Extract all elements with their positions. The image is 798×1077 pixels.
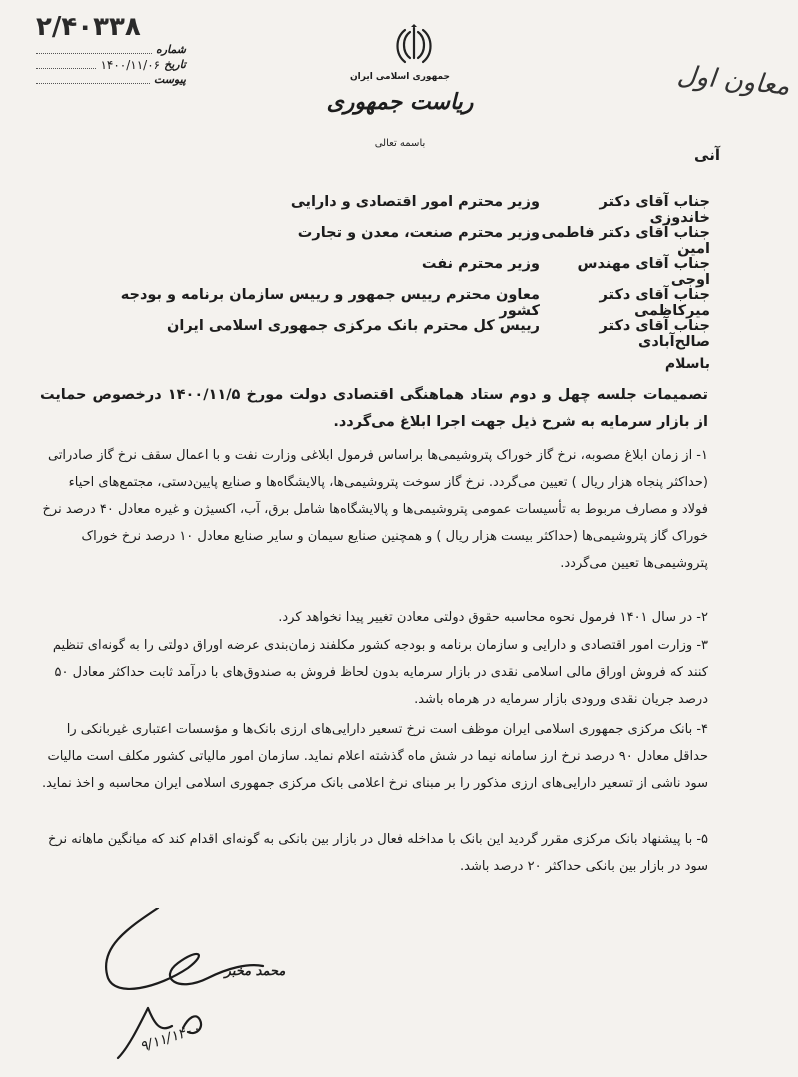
letter-meta: [36, 12, 186, 87]
addressee-name: جناب آقای دکتر صالح‌آبادی: [599, 318, 710, 350]
government-line: جمهوری اسلامی ایران: [349, 72, 451, 82]
iran-emblem-icon: [392, 24, 436, 68]
addressee-row: [90, 225, 710, 257]
attachment-row: [36, 72, 186, 87]
number-row: [36, 42, 186, 57]
addressee-row: [90, 194, 710, 226]
date-row: [36, 57, 186, 72]
urgency-mark: آنی: [694, 146, 720, 164]
addressee-title: وزیر محترم امور اقتصادی و دارایی: [290, 194, 540, 210]
handwritten-note: معاون اول: [675, 60, 792, 102]
decision-item-1: ۱- از زمان ابلاغ مصوبه، نرخ گاز خوراک پتروشیمی‌ها براساس فرمول ابلاغی وزارت نفت و با اعمال سقف نرخ گاز صادراتی (حداکثر پنجاه هزار ریال ) تعیین می‌گردد. نرخ گاز سوخت پتروشیمی‌ها، پالایشگاه‌ها و صنایع پایین‌دستی، مجتمع‌های احیاء فولاد و مصارف مربوط به تأسیسات عمومی پتروشیمی‌ها و پالایشگاه‌ها شامل برق، آب، اکسیژن و غیره معادل ۴۰ درصد نرخ خوراک گاز پتروشیمی‌ها (حداکثر بیست هزار ریال ) و همچنین صنایع سیمان و سایر صنایع معادل ۱۰ درصد نرخ خوراک پتروشیمی‌ها تعیین می‌گردد.: [42, 448, 708, 571]
signatory-name: محمد مخبر: [224, 964, 286, 979]
date-value: ۱۴۰۰/۱۱/۰۶: [100, 57, 161, 72]
greeting: باسلام: [664, 356, 710, 372]
addressee-row: [90, 318, 710, 350]
addressee-title: وزیر محترم صنعت، معدن و تجارت: [297, 225, 540, 241]
attachment-dots: [36, 75, 150, 84]
addressee-title: رییس کل محترم بانک مرکزی جمهوری اسلامی ایران: [167, 318, 540, 334]
attachment-label: پیوست: [153, 73, 186, 86]
letter-number: ۲/۴۰۳۳۸: [36, 12, 141, 42]
date-label: تاریخ: [164, 58, 186, 71]
number-label: شماره: [155, 43, 186, 56]
decision-item-2: ۲- در سال ۱۴۰۱ فرمول نحوه محاسبه حقوق دولتی معادن تغییر پیدا نخواهد کرد.: [278, 610, 708, 625]
addressee-name: جناب آقای مهندس اوجی: [577, 256, 710, 288]
addressee-name: جناب آقای دکتر خاندوزی: [599, 194, 710, 226]
intro-paragraph: تصمیمات جلسه چهل و دوم ستاد هماهنگی اقتصادی دولت مورخ ۱۴۰۰/۱۱/۵ درخصوص حمایت از بازار سرمایه به شرح ذیل جهت اجرا ابلاغ می‌گردد.: [40, 387, 708, 430]
presidency-title: ریاست جمهوری: [326, 90, 474, 115]
addressee-name: جناب آقای دکتر فاطمی امین: [541, 225, 710, 257]
number-dots: [36, 45, 152, 54]
addressee-title: معاون محترم رییس جمهور و رییس سازمان برنامه و بودجه کشور: [120, 287, 540, 319]
decision-item-5: ۵- با پیشنهاد بانک مرکزی مقرر گردید این بانک با مداخله فعال در بازار بین بانکی به گونه‌ای اقدام کند که میانگین ماهانه نرخ سود در بازار بین بانکی حداکثر ۲۰ درصد باشد.: [47, 832, 708, 874]
handwritten-date: ۹/۱۱/۱۴۰۰: [138, 1020, 202, 1056]
addressee-name: جناب آقای دکتر میرکاظمی: [599, 287, 710, 319]
decision-item-3: ۳- وزارت امور اقتصادی و دارایی و سازمان برنامه و بودجه کشور مکلفند زمان‌بندی عرضه اوراق دولتی را به گونه‌ای تنظیم کنند که فروش اوراق مالی اسلامی نقدی در بازار سرمایه بدون لحاظ فروش به صندوق‌های با درآمد ثابت حداکثر معادل ۵۰ درصد جریان نقدی ورودی بازار سرمایه در هرماه باشد.: [52, 638, 708, 707]
addressee-title: وزیر محترم نفت: [421, 256, 540, 272]
addressee-row: [90, 256, 710, 288]
basmala: باسمه تعالی: [374, 138, 426, 149]
addressee-row: [90, 287, 710, 319]
date-dots: [36, 60, 96, 69]
decision-item-4: ۴- بانک مرکزی جمهوری اسلامی ایران موظف است نرخ تسعیر دارایی‌های ارزی بانک‌ها و مؤسسات اعتباری غیربانکی را حداقل معادل ۹۰ درصد نرخ ارز سامانه نیما در شش ماه گذشته اعلام نماید. سازمان امور مالیاتی کشور مکلف است مالیات سود ناشی از تسعیر دارایی‌های ارزی مذکور را بر مبنای نرخ اعلامی بانک مرکزی جمهوری اسلامی ایران محاسبه و اخذ نماید.: [42, 722, 708, 791]
